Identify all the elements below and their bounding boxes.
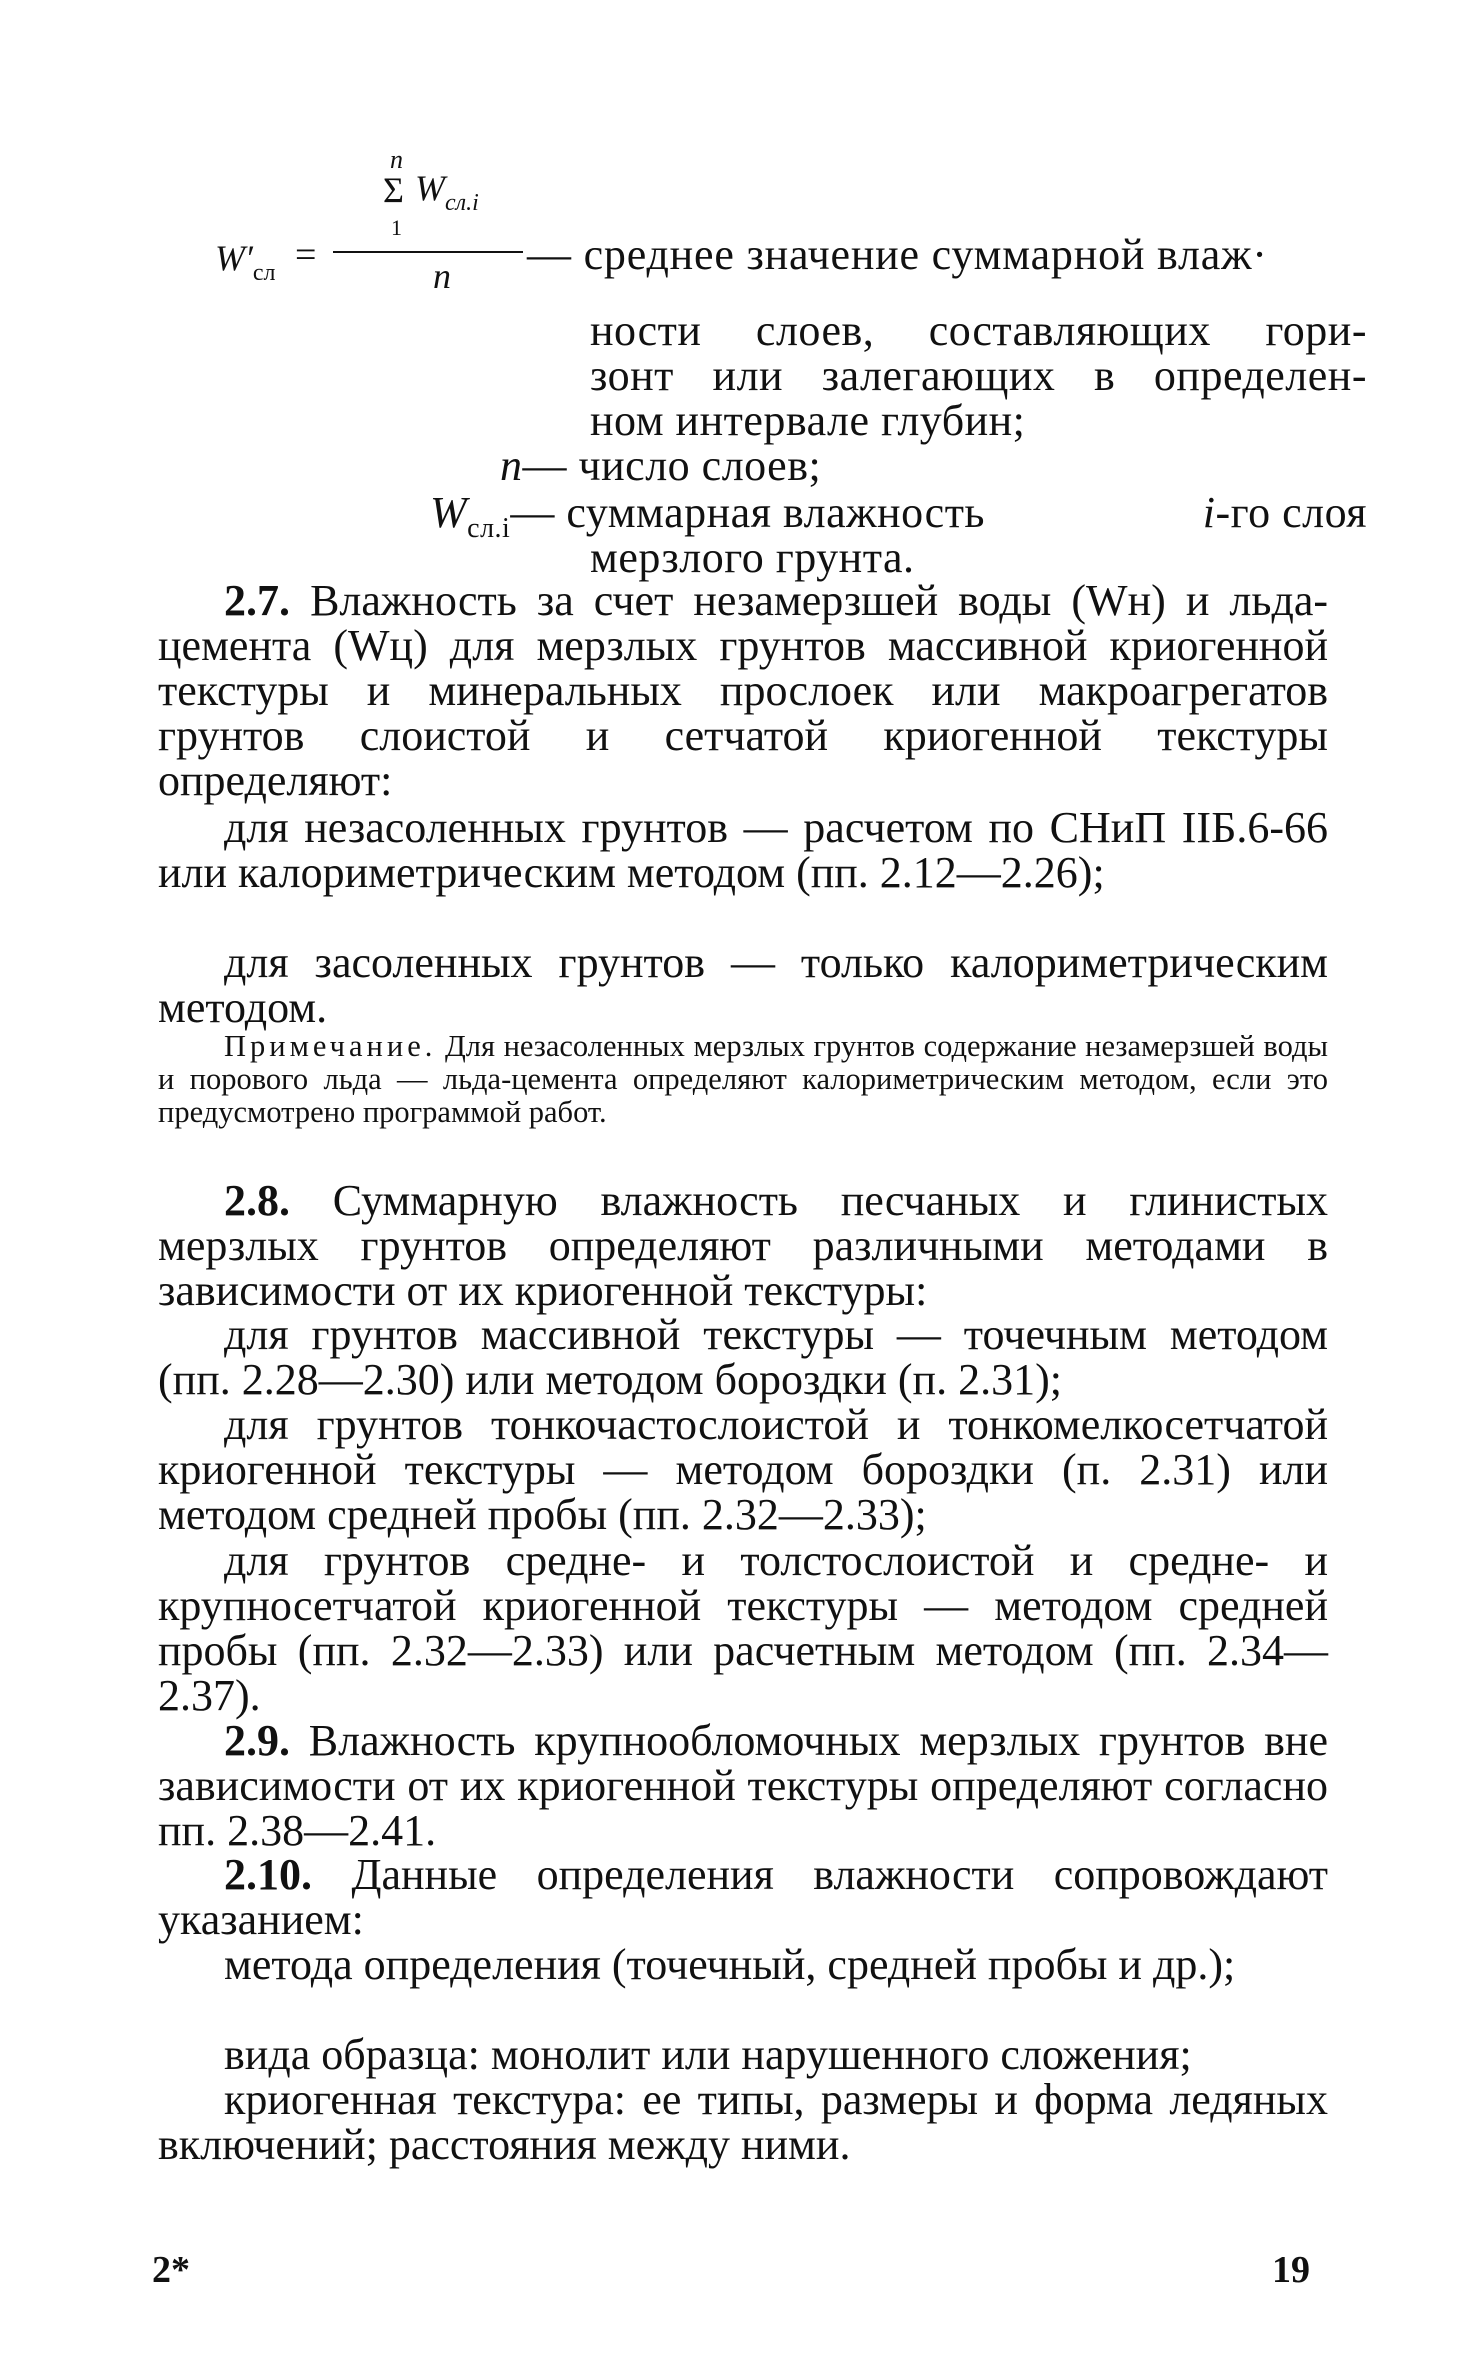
- definition-n: n— число слоев;: [500, 441, 822, 490]
- definition-continuation-1: ности слоев, составляющих гори-: [590, 306, 1367, 355]
- sigma-symbol: Σ: [383, 170, 404, 210]
- paragraph-2-10-b: вида образца: монолит или нарушенного сложения;: [224, 2030, 1192, 2079]
- definition-continuation-2: зонт или залегающих в определен-: [590, 351, 1367, 400]
- denominator: n: [433, 256, 451, 296]
- section-number-2-7: 2.7.: [224, 576, 290, 625]
- section-number-2-10: 2.10.: [224, 1850, 312, 1899]
- sum-upper-limit: n: [390, 145, 403, 174]
- formula-description: — среднее значение суммарной влаж·: [527, 230, 1268, 279]
- paragraph-2-9: 2.9. Влажность крупнообломочных мерзлых грунтов вне зависимости от их криогенной текстуры определяют согласно пп. 2.38—2.41.: [158, 1716, 1329, 1855]
- fraction-bar: [333, 251, 523, 253]
- paragraph-2-10: 2.10. Данные определения влажности сопровождают указанием:: [158, 1850, 1329, 1944]
- signature-mark: 2*: [152, 2249, 190, 2291]
- paragraph-2-7-b: для засоленных грунтов — только калориметрическим методом.: [158, 938, 1328, 1032]
- page-number: 19: [1272, 2249, 1310, 2291]
- paragraph-2-10-a: метода определения (точечный, средней пробы и др.);: [224, 1940, 1236, 1989]
- paragraph-2-10-c: криогенная текстура: ее типы, размеры и форма ледяных включений; расстояния между ними.: [158, 2075, 1328, 2169]
- n-symbol: n: [500, 441, 523, 490]
- definition-w-continuation: мерзлого грунта.: [590, 533, 915, 582]
- formula-equals: =: [295, 234, 317, 276]
- section-number-2-9: 2.9.: [224, 1716, 290, 1765]
- definition-continuation-3: ном интервале глубин;: [590, 396, 1026, 445]
- formula-lhs: $W'_{сл}$: [215, 238, 276, 286]
- paragraph-2-7: 2.7. Влажность за счет незамерзшей воды (Wн) и льда-цемента (Wц) для мерзлых грунтов массивной криогенной текстуры и минеральных прослоек или макроагрегатов грунтов слоистой и сетчатой криогенной текстуры определяют:: [158, 576, 1329, 805]
- paragraph-2-8: 2.8. Суммарную влажность песчаных и глинистых мерзлых грунтов определяют различными методами в зависимости от их криогенной текстуры:: [158, 1176, 1329, 1315]
- note-paragraph: Примечание. Для незасоленных мерзлых грунтов содержание незамерзшей воды и порового льда — льда-цемента определяют калориметрическим методом, если это предусмотрено программой работ.: [158, 1029, 1328, 1129]
- moisture-formula: [215, 145, 1365, 296]
- section-number-2-8: 2.8.: [224, 1176, 290, 1225]
- paragraph-2-8-b: для грунтов тонкочастослоистой и тонкомелкосетчатой криогенной текстуры — методом бороздки (п. 2.31) или методом средней пробы (пп. 2.32—2.33);: [158, 1400, 1328, 1539]
- note-label: Примечание.: [224, 1029, 437, 1063]
- w-symbol: W: [430, 488, 468, 537]
- paragraph-2-8-a: для грунтов массивной текстуры — точечным методом (пп. 2.28—2.30) или методом бороздки (п. 2.31);: [158, 1310, 1328, 1404]
- definition-w: $W_{сл.i}—$ суммарная влажность i-го слоя: [430, 488, 1367, 544]
- sum-lower-limit: 1: [391, 215, 402, 240]
- paragraph-2-7-a: для незасоленных грунтов — расчетом по СНиП IIБ.6-66 или калориметрическим методом (пп. 2.12—2.26);: [158, 803, 1328, 897]
- paragraph-2-8-c: для грунтов средне- и толстослоистой и средне- и крупносетчатой криогенной текстуры — методом средней пробы (пп. 2.32—2.33) или расчетным методом (пп. 2.34—2.37).: [158, 1536, 1328, 1720]
- numerator-variable: $W_{сл.i}$: [415, 168, 479, 216]
